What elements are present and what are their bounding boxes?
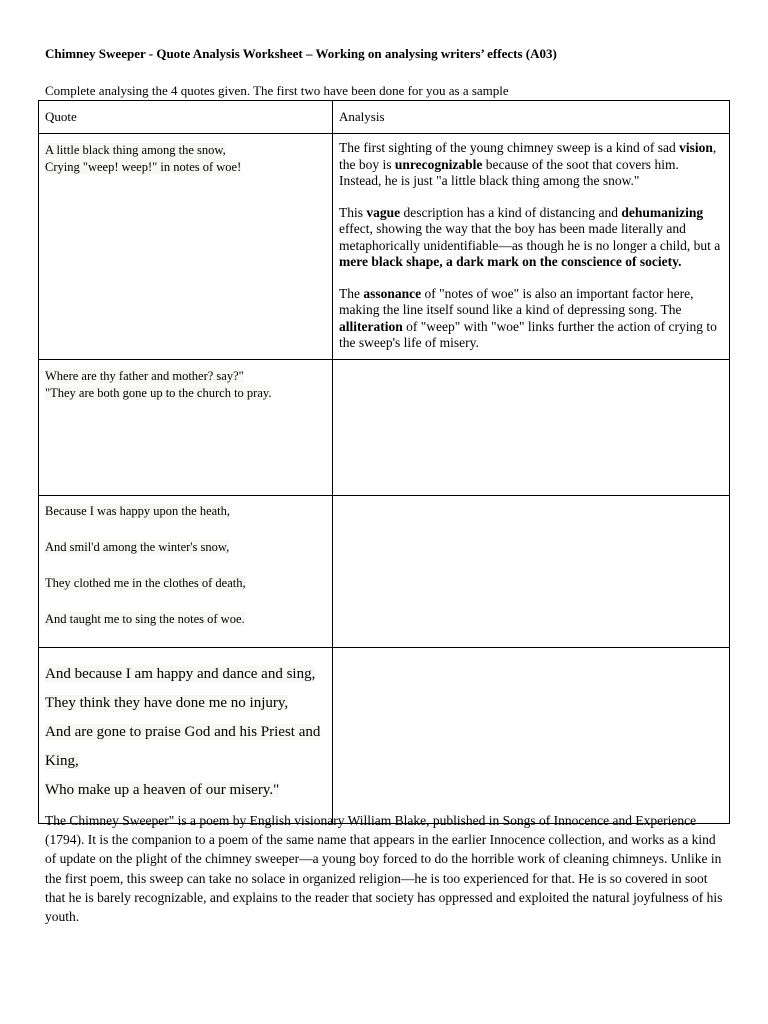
quote-line: They think they have done me no injury, (45, 695, 289, 711)
quote-line: And taught me to sing the notes of woe. (45, 612, 245, 626)
quote-line: And are gone to praise God and his Priest and (45, 724, 321, 740)
table-header-row (39, 101, 730, 134)
footer-paragraph: The Chimney Sweeper" is a poem by English visionary William Blake, published in Songs of Innocence and Experience (1794). It is the companion to a poem of the same name that appears in the earlier Innocence collection, and works as a kind of update on the plight of the chimney sweeper—a young boy forced to do the horrible work of cleaning chimneys. Unlike in the first poem, this sweep can take no solace in organized religion—he is too experienced for that. He is so covered in soot that he is barely recognizable, and explains to the reader that society has oppressed and exploited the natural joyfulness of his youth. (45, 813, 723, 925)
analysis-cell[interactable] (333, 360, 730, 496)
table-row (39, 496, 730, 648)
table-row (39, 360, 730, 496)
analysis-cell[interactable] (333, 496, 730, 648)
quote-analysis-table (38, 100, 730, 824)
table-row (39, 648, 730, 824)
quote-line: And because I am happy and dance and sing, (45, 666, 316, 682)
quote-column-header: Quote (39, 101, 333, 134)
instructions: Complete analysing the 4 quotes given. The first two have been done for you as a sample (45, 83, 509, 98)
quote-line: Where are thy father and mother? say?" (45, 369, 244, 383)
analysis-column-header: Analysis (333, 101, 730, 134)
quote-line: And smil'd among the winter's snow, (45, 540, 230, 554)
quote-cell (39, 360, 333, 496)
quote-line: They clothed me in the clothes of death, (45, 576, 246, 590)
quote-line: Crying "weep! weep!" in notes of woe! (45, 160, 242, 174)
quote-line: King, (45, 753, 79, 769)
quote-line: "They are both gone up to the church to pray. (45, 386, 272, 400)
analysis-paragraph: This vague description has a kind of distancing and dehumanizing effect, showing the way that the boy has been made literally and metaphorically unidentifiable—as though he is no longer a child, but a mere black shape, a dark mark on the conscience of society. (339, 204, 721, 269)
analysis-cell[interactable] (333, 648, 730, 824)
analysis-paragraph: The first sighting of the young chimney sweep is a kind of sad vision, the boy is unrecognizable because of the soot that covers him. Instead, he is just "a little black thing among the snow." (339, 140, 717, 188)
quote-line: Who make up a heaven of our misery." (45, 782, 280, 798)
quote-line: Because I was happy upon the heath, (45, 504, 231, 518)
quote-line: A little black thing among the snow, (45, 143, 226, 157)
analysis-paragraph: The assonance of "notes of woe" is also an important factor here, making the line itself sound like a kind of depressing song. The alliteration of "weep" with "woe" links further the action of crying to the sweep's life of misery. (339, 285, 717, 350)
table-row (39, 134, 730, 360)
analysis-cell (333, 134, 730, 360)
quote-cell (39, 496, 333, 648)
quote-cell (39, 648, 333, 824)
page-title: Chimney Sweeper - Quote Analysis Worksheet – Working on analysing writers’ effects (A03) (45, 46, 557, 61)
quote-cell (39, 134, 333, 360)
